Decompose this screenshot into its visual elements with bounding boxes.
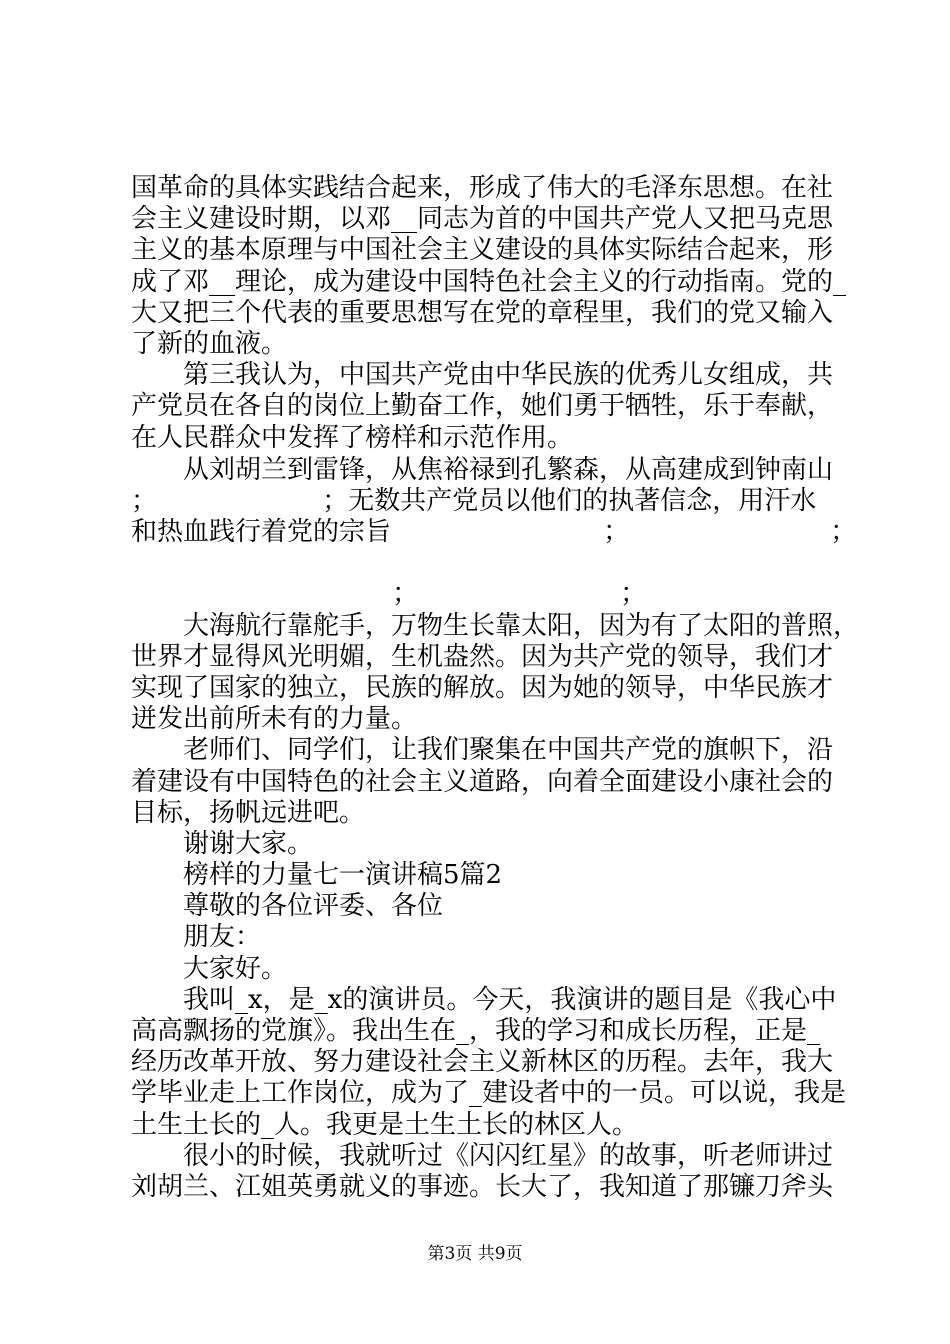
separator-mark: ； (830, 515, 857, 547)
text-line: 经历改革开放、努力建设社会主义新林区的历程。去年，我大 (131, 1047, 834, 1078)
text-line: 目标，扬帆远进吧。 (131, 797, 366, 828)
text-line: 世界才显得风光明媚，生机盎然。因为共产党的领导，我们才 (131, 641, 834, 672)
text-line: 实现了国家的独立，民族的解放。因为她的领导，中华民族才 (131, 672, 834, 703)
text-line: 大家好。 (183, 953, 288, 984)
text-line: 尊敬的各位评委、各位 (183, 891, 444, 922)
text-line: 老师们、同学们，让我们聚集在中国共产党的旗帜下，沿 (183, 735, 834, 766)
text-line: 成了邓__理论，成为建设中国特色社会主义的行动指南。党的_ (131, 266, 847, 297)
text-line: 在人民群众中发挥了榜样和示范作用。 (131, 422, 574, 453)
text-line: 了新的血液。 (131, 328, 288, 359)
text-line: 高高飘扬的党旗》。我出生在_，我的学习和成长历程，正是_ (131, 1016, 821, 1047)
text-line: 主义的基本原理与中国社会主义建设的具体实际结合起来，形 (131, 235, 834, 266)
text-line: 国革命的具体实践结合起来，形成了伟大的毛泽东思想。在社 (131, 173, 834, 203)
text-line: 第三我认为，中国共产党由中华民族的优秀儿女组成，共 (183, 360, 834, 391)
text-line: 和热血践行着党的宗旨 (131, 516, 392, 547)
text-line: 着建设有中国特色的社会主义道路，向着全面建设小康社会的 (131, 766, 834, 797)
text-line: 大又把三个代表的重要思想写在党的章程里，我们的党又输入 (131, 297, 834, 328)
text-line: 从刘胡兰到雷锋，从焦裕禄到孔繁森，从高建成到钟南山 (183, 454, 834, 485)
text-line: 大海航行靠舵手，万物生长靠太阳，因为有了太阳的普照， (183, 610, 860, 641)
text-line: 朋友： (183, 922, 262, 953)
text-line: 谢谢大家。 (183, 828, 314, 859)
separator-mark: ； (392, 578, 419, 610)
text-line: 刘胡兰、江姐英勇就义的事迹。长大了，我知道了那镰刀斧头 (131, 1172, 834, 1202)
text-line: 会主义建设时期，以邓__同志为首的中国共产党人又把马克思 (131, 204, 834, 235)
text-line: 学毕业走上工作岗位，成为了_建设者中的一员。可以说，我是 (131, 1078, 847, 1109)
page-number-footer: 第3页 共9页 (427, 1244, 523, 1264)
section-heading: 榜样的力量七一演讲稿5篇2 (183, 860, 503, 891)
text-line: 很小的时候，我就听过《闪闪红星》的故事，听老师讲过 (183, 1140, 834, 1171)
separator-mark: ； (603, 515, 630, 547)
text-line: 迸发出前所未有的力量。 (131, 704, 418, 735)
text-line: 我叫_x，是_x的演讲员。今天，我演讲的题目是《我心中 (183, 984, 837, 1015)
text-line: 土生土长的_人。我更是土生土长的林区人。 (131, 1109, 639, 1140)
separator-mark: ； (620, 578, 647, 610)
text-line: ； ；无数共产党员以他们的执著信念，用汗水 (131, 485, 817, 516)
text-line: 产党员在各自的岗位上勤奋工作，她们勇于牺牲，乐于奉献， (131, 391, 834, 422)
